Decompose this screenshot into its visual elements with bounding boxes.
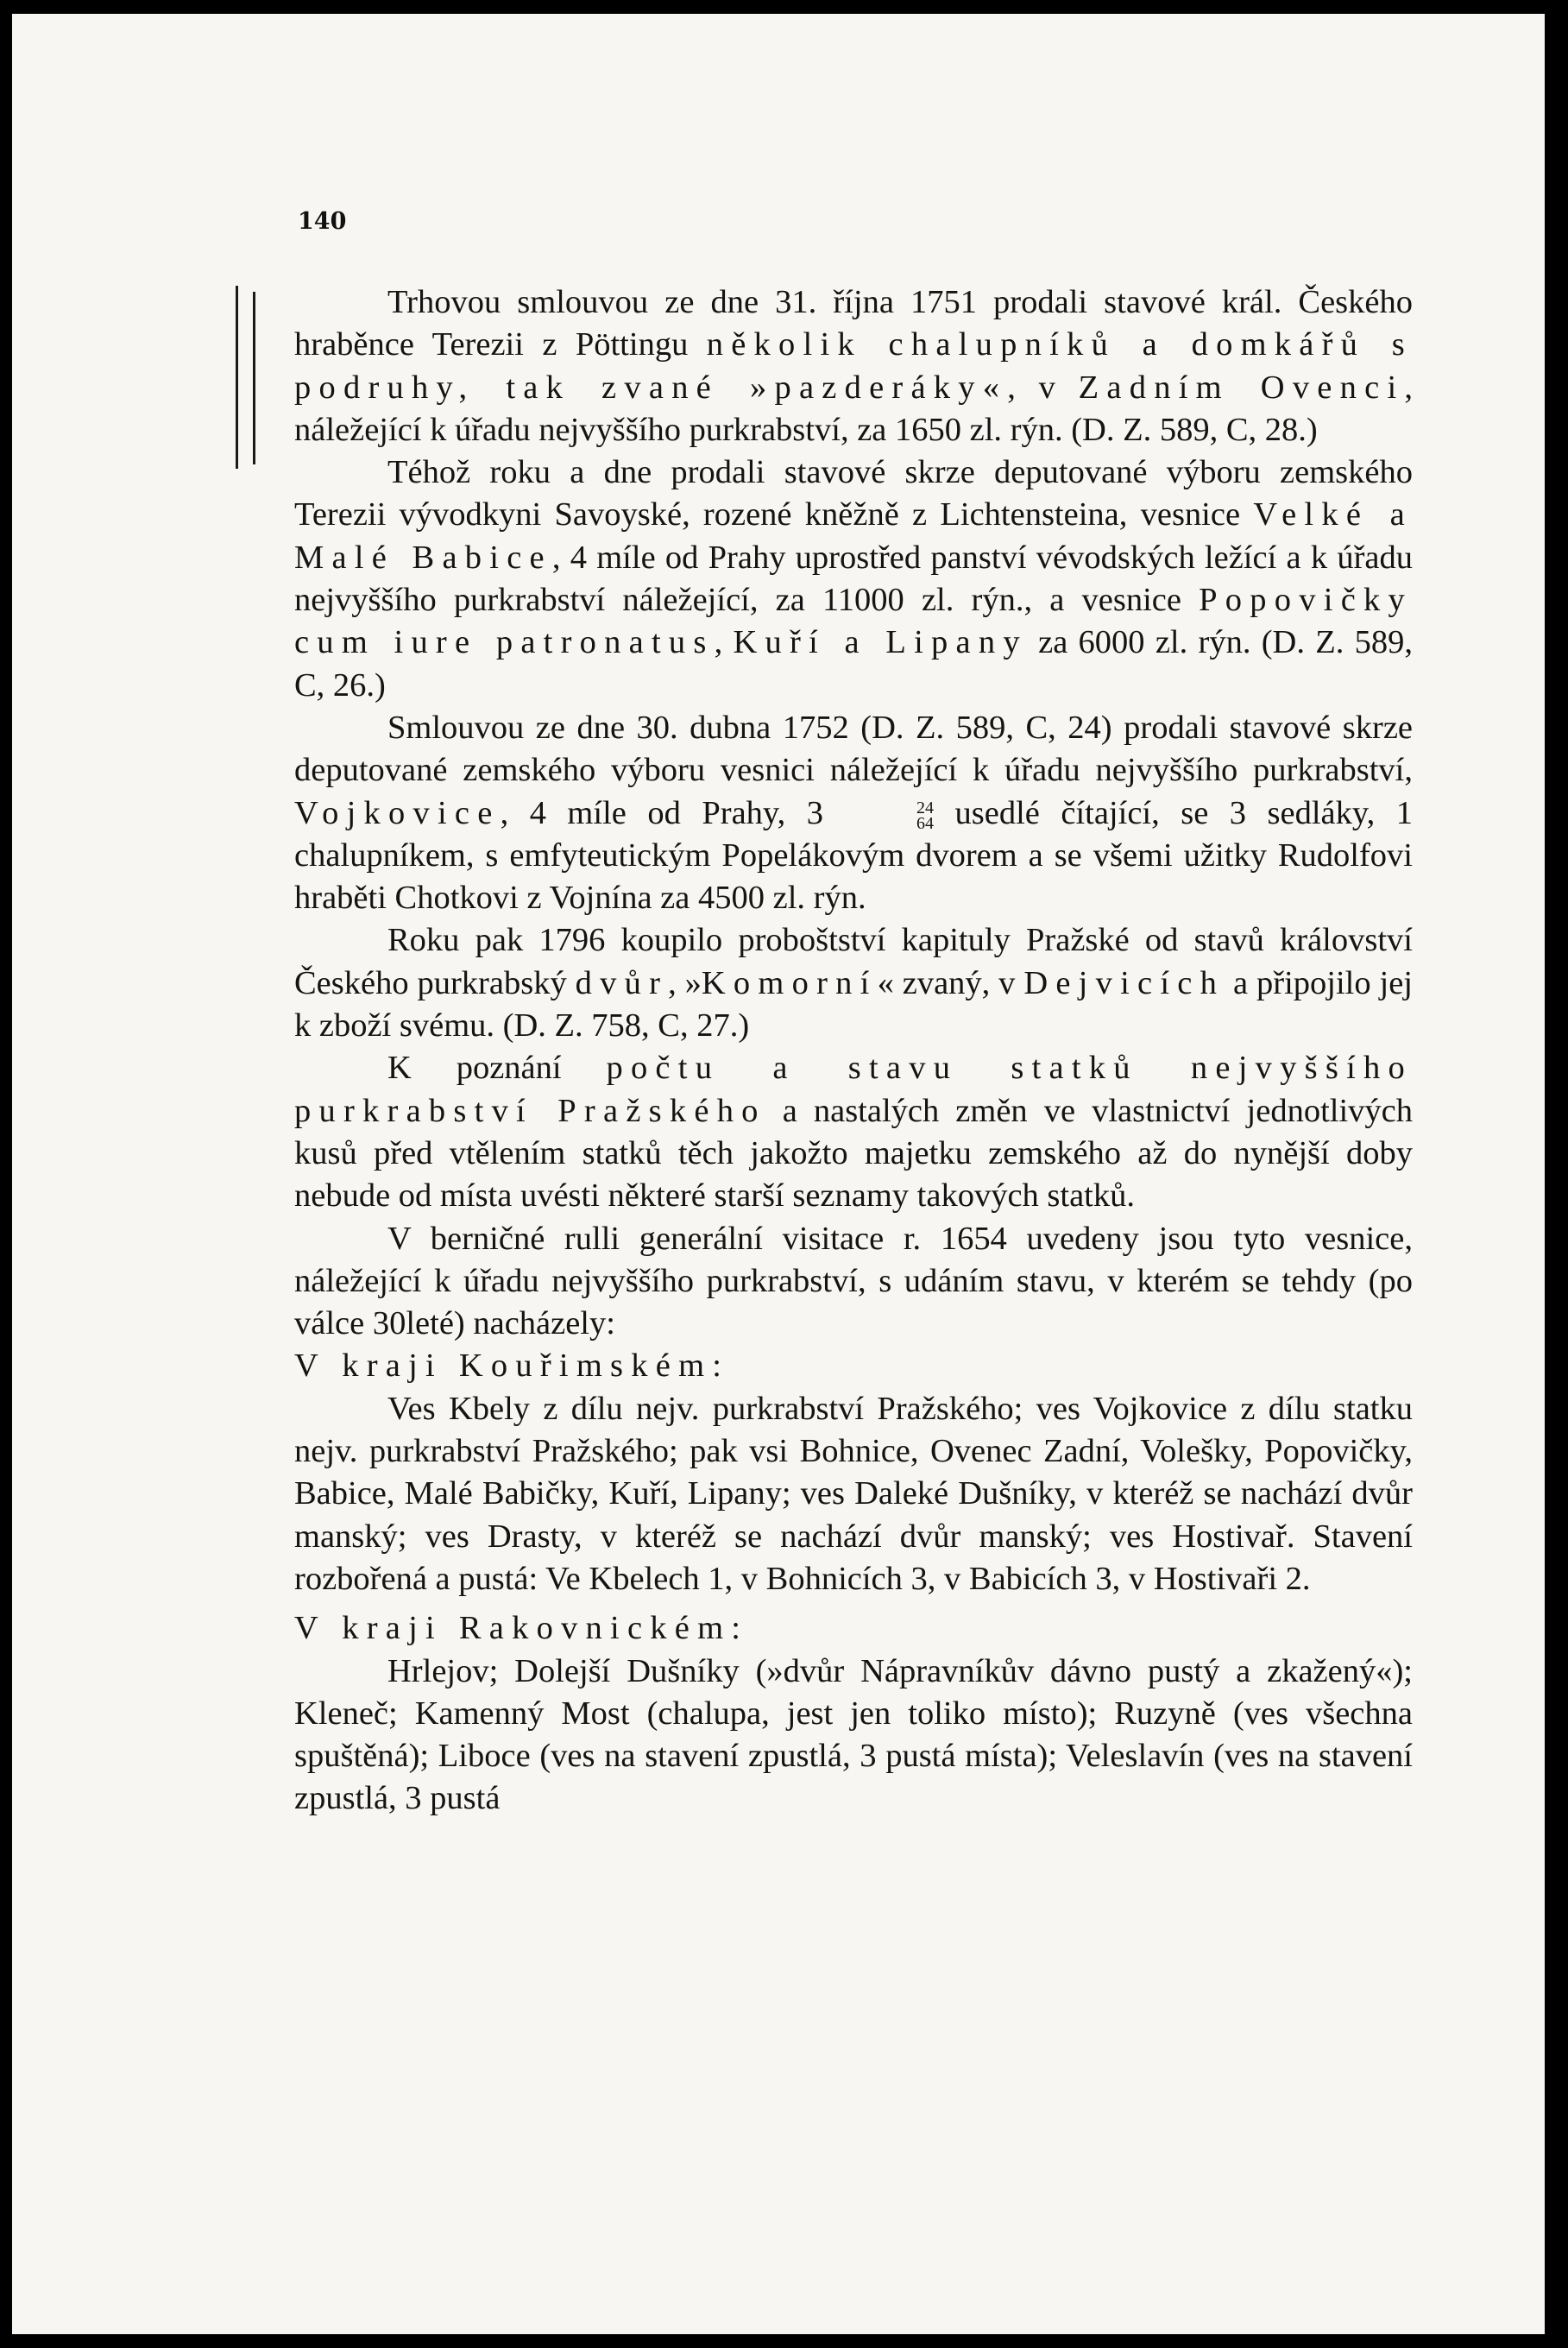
text-run: za 6000 zl. rýn. (D. Z. 589, C, 26.) bbox=[294, 624, 1413, 704]
text-run: Roku pak 1796 koupilo proboštství kapituly Pražské od stavů království Českého purkrabský bbox=[294, 922, 1413, 1001]
paragraph-2 bbox=[294, 451, 1413, 707]
spaced-text: počtu a stavu statků nejvyššího purkrabství Pražského bbox=[294, 1050, 1413, 1129]
text-run: V berničné rulli generální visitace r. 1654 uvedeny jsou tyto vesnice, náležející k úřadu nejvyššího purkrabství, s udáním stavu, v kterém se tehdy (po válce 30leté) nacházely: bbox=[294, 1220, 1413, 1342]
text-run: usedlé čítající, se 3 sedláky, 1 chalupníkem, s emfyteutickým Popelákovým dvorem a se všemi užitky Rudolfovi hraběti Chotkovi z Vojnína za 4500 zl. rýn. bbox=[294, 794, 1414, 917]
margin-line-right bbox=[253, 292, 255, 464]
paragraph-3 bbox=[294, 707, 1413, 919]
text-run: , 4 míle od Prahy uprostřed panství vévodských ležící a k úřadu nejvyššího purkrabství náležející, za 11000 zl. rýn., a vesnice bbox=[294, 539, 1413, 619]
spaced-text: Zadním Ovenci bbox=[1078, 369, 1405, 406]
text-run: K poznání bbox=[387, 1050, 607, 1087]
text-run: , » bbox=[668, 964, 702, 1001]
spaced-text: Dejvicích bbox=[1023, 964, 1225, 1001]
text-run: a připojilo jej k zboží svému. (D. Z. 758, C, 27.) bbox=[294, 964, 1413, 1045]
paragraph-6 bbox=[294, 1218, 1413, 1346]
heading-kraj-rakovnicky: V kraji Rakovnickém: bbox=[294, 1610, 749, 1647]
fraction bbox=[823, 800, 934, 831]
body-text bbox=[294, 281, 1413, 1821]
text-run: Téhož roku a dne prodali stavové skrze deputované výboru zemského Terezii vývodkyni Savoyské, rozené kněžně z Lichtensteina, vesnice bbox=[294, 454, 1413, 533]
scanned-page bbox=[12, 14, 1545, 2334]
spaced-text: Komorní bbox=[701, 964, 878, 1001]
spaced-text: Vojkovice bbox=[294, 794, 501, 831]
paragraph-5 bbox=[294, 1047, 1413, 1217]
text-run: 3 bbox=[806, 794, 824, 831]
paragraph-4 bbox=[294, 919, 1413, 1047]
paragraph-1 bbox=[294, 281, 1413, 451]
section-kourimsky-text: Ves Kbely z dílu nejv. purkrabství Pražského; ves Vojkovice z dílu statku nejv. purkrabství Pražského; pak vsi Bohnice, Ovenec Zadní, Volešky, Popovičky, Babice, Malé Babičky, Kuří, Lipany; ves Daleké Dušníky, v kteréž se nachází dvůr manský; ves Drasty, v kteréž se nachází dvůr manský; ves Hostivař. Stavení rozbořená a pustá: Ve Kbelech 1, v Bohnicích 3, v Babicích 3, v Hostivaři 2. bbox=[294, 1390, 1413, 1597]
text-run: a nastalých změn ve vlastnictví jednotlivých kusů před vtělením statků těch jakožto majetku zemského až do nynější doby nebude od místa uvésti některé starší seznamy takových statků. bbox=[294, 1092, 1413, 1215]
margin-line-left bbox=[236, 286, 238, 469]
text-run: Trhovou smlouvou ze dne 31. října 1751 prodali stavové král. Českého hraběnce Terezii z Pöttingu bbox=[294, 284, 1413, 363]
section-rakovnicky-text: Hrlejov; Dolejší Dušníky (»dvůr Nápravníkův dávno pustý a zkažený«); Kleneč; Kamenný Most (chalupa, jest jen toliko místo); Ruzyně (ves všechna spuštěná); Liboce (ves na stavení zpustlá, 3 pustá místa); Veleslavín (ves na stavení zpustlá, 3 pustá bbox=[294, 1652, 1413, 1817]
text-run: Smlouvou ze dne 30. dubna 1752 (D. Z. 589, C, 24) prodali stavové skrze deputované zemského výboru vesnici náležející k úřadu nejvyššího purkrabství, bbox=[294, 709, 1413, 789]
page-number: 140 bbox=[298, 208, 347, 235]
fraction-denominator: 64 bbox=[916, 813, 935, 833]
text-run: , bbox=[714, 624, 734, 661]
spaced-text: dvůr bbox=[575, 964, 669, 1001]
spaced-text: Popovičky cum iure patronatus bbox=[294, 582, 1413, 661]
fraction-numerator: 24 bbox=[916, 798, 935, 817]
heading-kraj-kourimsky: V kraji Kouřimském: bbox=[294, 1348, 730, 1385]
spaced-text: Velké a Malé Babice bbox=[294, 496, 1413, 576]
text-run: , 4 míle od Prahy, bbox=[500, 794, 807, 831]
text-run: , náležející k úřadu nejvyššího purkrabství, za 1650 zl. rýn. (D. Z. 589, C, 28.) bbox=[294, 369, 1414, 448]
spaced-text: několik chalupníků a domkářů s podruhy, tak zvané »pazderáky« bbox=[294, 326, 1413, 406]
spaced-text: Kuří a Lipany bbox=[733, 624, 1028, 661]
text-run: « zvaný, v bbox=[877, 964, 1024, 1001]
text-run: , v bbox=[1007, 369, 1079, 406]
